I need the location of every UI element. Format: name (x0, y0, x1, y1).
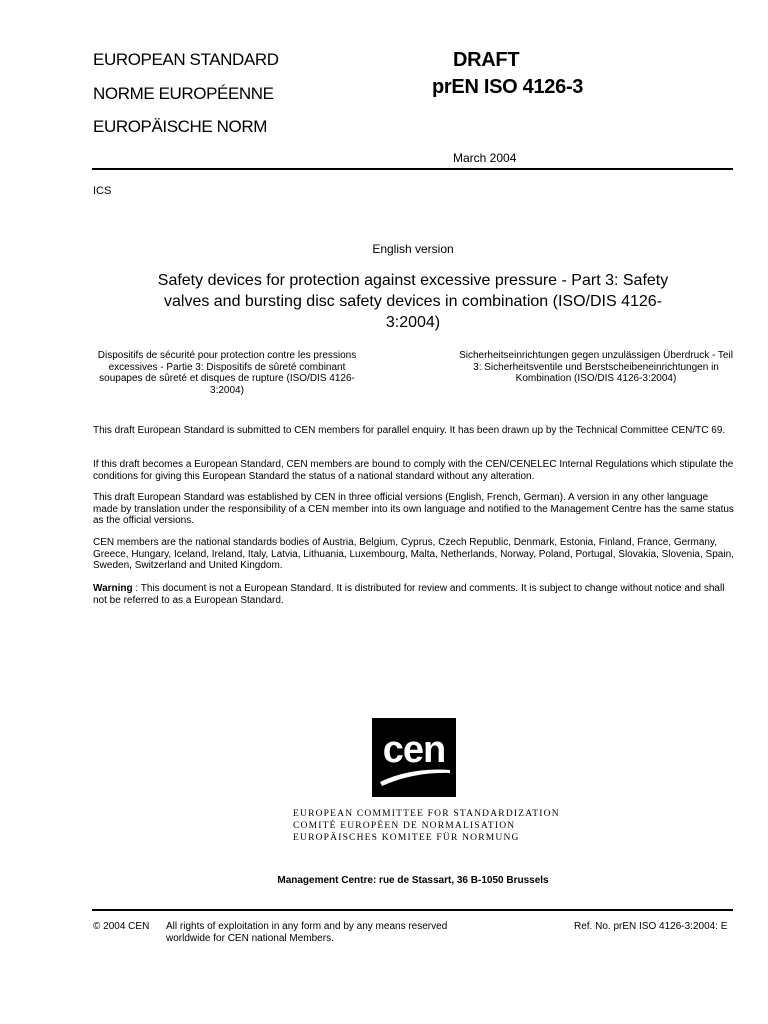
header-line-en: EUROPEAN STANDARD (93, 50, 279, 69)
committee-name-de: EUROPÄISCHES KOMITEE FÜR NORMUNG (293, 833, 520, 843)
document-title: Safety devices for protection against excessive pressure - Part 3: Safety valves and bursting disc safety devices in combination (ISO/DIS 4126-3:2004) (157, 272, 669, 331)
subtitle-french: Dispositifs de sécurité pour protection contre les pressions excessives - Partie 3: Dispositifs de sûreté combinant soupapes de sûreté et disques de rupture (ISO/DIS 4126-3:2004) (97, 350, 357, 396)
draft-label: DRAFT (453, 49, 520, 71)
paragraph-regulations: If this draft becomes a European Standard, CEN members are bound to comply with the CEN/CENELEC Internal Regulations which stipulate the conditions for giving this European Standard the status of a national standard without any alteration. (93, 459, 734, 482)
cen-logo (372, 718, 456, 797)
ics-label: ICS (93, 185, 112, 197)
footer-rights: All rights of exploitation in any form and by any means reserved worldwide for CEN national Members. (166, 921, 448, 944)
header-line-de: EUROPÄISCHE NORM (93, 117, 268, 136)
document-date: March 2004 (453, 151, 517, 165)
management-centre: Management Centre: rue de Stassart, 36 B-1050 Brussels (277, 875, 549, 886)
committee-names (293, 808, 560, 844)
warning-label: Warning (93, 583, 133, 594)
footer-reference: Ref. No. prEN ISO 4126-3:2004: E (574, 921, 728, 932)
version-label: English version (372, 242, 454, 256)
subtitle-german: Sicherheitseinrichtungen gegen unzulässigen Überdruck - Teil 3: Sicherheitsventile und Berstscheibeneinrichtungen in Kombination (ISO/DIS 4126-3:2004) (459, 350, 733, 384)
committee-name-en: EUROPEAN COMMITTEE FOR STANDARDIZATION (293, 809, 560, 819)
header-rule (92, 168, 733, 170)
paragraph-versions: This draft European Standard was established by CEN in three official versions (English, French, German). A version in any other language made by translation under the responsibility of a CEN member into its own language and notified to the Management Centre has the same status as the official versions. (93, 492, 734, 527)
standard-reference: prEN ISO 4126-3 (432, 76, 584, 98)
header-line-fr: NORME EUROPÉENNE (93, 84, 274, 103)
cen-logo-text: cen (382, 729, 446, 771)
paragraph-members: CEN members are the national standards bodies of Austria, Belgium, Cyprus, Czech Republic, Denmark, Estonia, Finland, France, Germany, Greece, Hungary, Iceland, Ireland, Italy, Latvia, Lithuania, Luxembourg, Malta, Netherlands, Norway, Poland, Portugal, Slovakia, Slovenia, Spain, Sweden, Switzerland and United Kingdom. (93, 537, 734, 572)
footer-copyright: © 2004 CEN (93, 921, 150, 932)
paragraph-enquiry: This draft European Standard is submitted to CEN members for parallel enquiry. It has been drawn up by the Technical Committee CEN/TC 69. (93, 425, 726, 436)
warning-text: : This document is not a European Standard. It is distributed for review and comments. It is subject to change without notice and shall not be referred to as a European Standard. (93, 583, 725, 606)
warning-paragraph (93, 583, 735, 606)
committee-name-fr: COMITÉ EUROPÉEN DE NORMALISATION (293, 821, 516, 831)
footer-rule (92, 909, 733, 911)
